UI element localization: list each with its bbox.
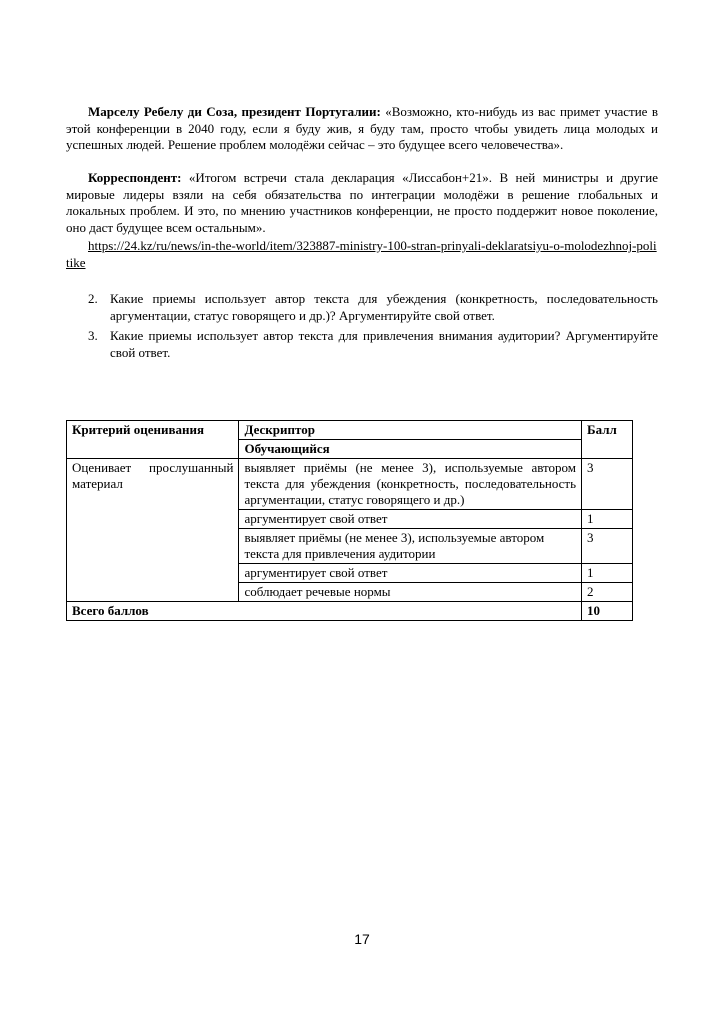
descriptor-cell: аргументирует свой ответ [239, 564, 582, 583]
score-cell: 1 [582, 510, 633, 529]
quote-paragraph-correspondent [66, 170, 658, 236]
question-text: Какие приемы использует автор текста для убеждения (конкретность, последовательность аргументации, статус говорящего и др.)? Аргументируйте свой ответ. [110, 291, 658, 323]
speaker-president: Марселу Ребелу ди Соза, президент Португалии: [88, 104, 381, 119]
questions-list [66, 291, 658, 365]
descriptor-cell: выявляет приёмы (не менее 3), используемые автором текста для привлечения аудитории [239, 529, 582, 564]
descriptor-cell: соблюдает речевые нормы [239, 583, 582, 602]
header-score: Балл [582, 421, 633, 459]
header-student: Обучающийся [239, 440, 582, 459]
descriptor-cell: выявляет приёмы (не менее 3), используемые автором текста для убеждения (конкретность, последовательность аргументации, статус говорящего и др.) [239, 459, 582, 510]
question-text: Какие приемы использует автор текста для привлечения внимания аудитории? Аргументируйте свой ответ. [110, 328, 658, 360]
header-criterion: Критерий оценивания [67, 421, 239, 459]
page-number: 17 [354, 931, 370, 947]
question-item [66, 328, 658, 361]
quote-paragraph-president [66, 104, 658, 154]
header-descriptor: Дескриптор [239, 421, 582, 440]
question-item [66, 291, 658, 324]
question-number: 3. [88, 328, 98, 343]
total-score: 10 [582, 602, 633, 621]
speaker-correspondent: Корреспондент: [88, 170, 182, 185]
table-row [67, 459, 633, 510]
score-cell: 3 [582, 529, 633, 564]
criterion-cell: Оценивает прослушанный материал [67, 459, 239, 602]
descriptor-cell: аргументирует свой ответ [239, 510, 582, 529]
source-link[interactable]: https://24.kz/ru/news/in-the-world/item/323887-ministry-100-stran-prinyali-deklaratsiyu-o-molodezhnoj-politike [66, 238, 657, 270]
table-header-row [67, 421, 633, 440]
score-cell: 1 [582, 564, 633, 583]
total-label: Всего баллов [67, 602, 582, 621]
question-number: 2. [88, 291, 98, 306]
assessment-table [66, 420, 633, 621]
quote-text-correspondent: «Итогом встречи стала декларация «Лиссабон+21». В ней министры и другие мировые лидеры взяли на себя обязательства по интеграции молодёжи в решение глобальных и локальных проблем. И это, по мнению участников конференции, не просто поддержит новое поколение, оно даст будущее всем остальным». [66, 170, 658, 235]
table-total-row [67, 602, 633, 621]
score-cell: 2 [582, 583, 633, 602]
quote-text-president: «Возможно, кто-нибудь из вас примет участие в этой конференции в 2040 году, если я буду жив, я буду там, просто чтобы увидеть лица молодых и успешных людей. Решение проблем молодёжи сейчас – это будущее всего человечества». [66, 104, 658, 152]
score-cell: 3 [582, 459, 633, 510]
